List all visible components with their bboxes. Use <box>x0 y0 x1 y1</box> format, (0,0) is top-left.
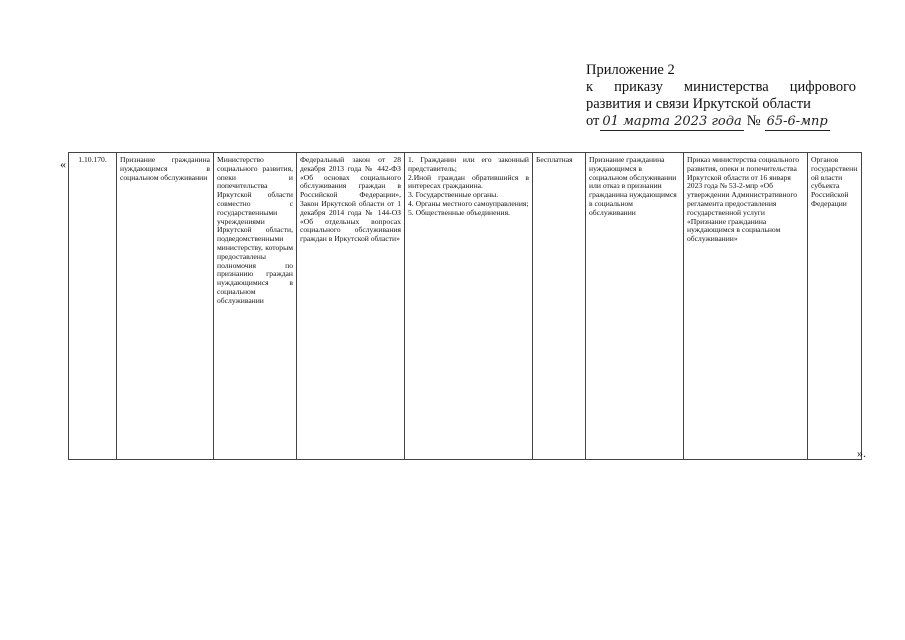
legal-basis-text: Федеральный закон от 28 декабря 2013 года № 442-ФЗ «Об основах социального обслуживания граждан в Российской Федерации», Закон Иркутской области от 1 декабря 2014 года № 144-ОЗ «Об отдельных вопросах социального обслуживания граждан в Иркутской области» <box>300 155 401 244</box>
result-text: Признание гражданина нуждающимся в социальном обслуживании или отказ в признании гражданина нуждающимся в социальном обслуживании <box>589 155 677 217</box>
order-number-label: № <box>746 113 761 129</box>
order-prefix: от <box>586 113 600 129</box>
level-cell <box>808 153 862 460</box>
document-header <box>586 62 856 131</box>
authority-cell <box>214 153 297 460</box>
legal-basis-cell <box>297 153 405 460</box>
row-number: 1.10.170. <box>78 155 107 164</box>
authority-text: Министерство социального развития, опеки и попечительства Иркутской области совместно с государственными учреждениями Иркутской области, подведомственными министерству, которым предоставлены полномочия по признанию граждан нуждающимися в социальном обслуживании <box>217 155 293 305</box>
applicants-cell <box>405 153 533 460</box>
service-name-cell <box>117 153 214 460</box>
ministry-name: развития и связи Иркутской области <box>586 96 811 112</box>
service-name: Признание гражданина нуждающимся в социальном обслуживании <box>120 155 210 182</box>
applicant-item: 3. Государственные органы. <box>408 190 499 200</box>
order-line <box>586 113 856 131</box>
applicant-item: 2.Иной граждан обратившийся в интересах гражданина. <box>408 172 529 191</box>
applicant-item: 1. Гражданин или его законный представитель; <box>408 155 529 173</box>
applicant-item: 5. Общественные объединения. <box>408 207 510 217</box>
row-number-cell <box>69 153 117 460</box>
appendix-title: Приложение 2 <box>586 62 675 78</box>
appendix-reference-line: к приказу министерства цифрового <box>586 79 856 95</box>
closing-quote: ». <box>857 446 866 460</box>
opening-quote: « <box>60 157 66 171</box>
fee-cell <box>533 153 586 460</box>
result-cell <box>586 153 684 460</box>
handwritten-date: 01 марта 2023 года <box>602 114 742 129</box>
applicant-item: 4. Органы местного самоуправления; <box>408 198 529 208</box>
regulation-text: Приказ министерства социального развития, опеки и попечительства Иркутской области от 16 января 2023 года № 53-2-мпр «Об утверждении Административного регламента предоставления государственной услуги «Признание гражданина нуждающимся в социальном обслуживании» <box>687 155 800 244</box>
fee-text: Бесплатная <box>536 155 573 164</box>
table-row <box>69 153 862 460</box>
regulation-cell <box>684 153 808 460</box>
level-text: Органов государственной власти субъекта Российской Федерации <box>811 155 858 208</box>
handwritten-order-number: 65-6-мпр <box>766 114 828 129</box>
services-table <box>68 152 862 460</box>
